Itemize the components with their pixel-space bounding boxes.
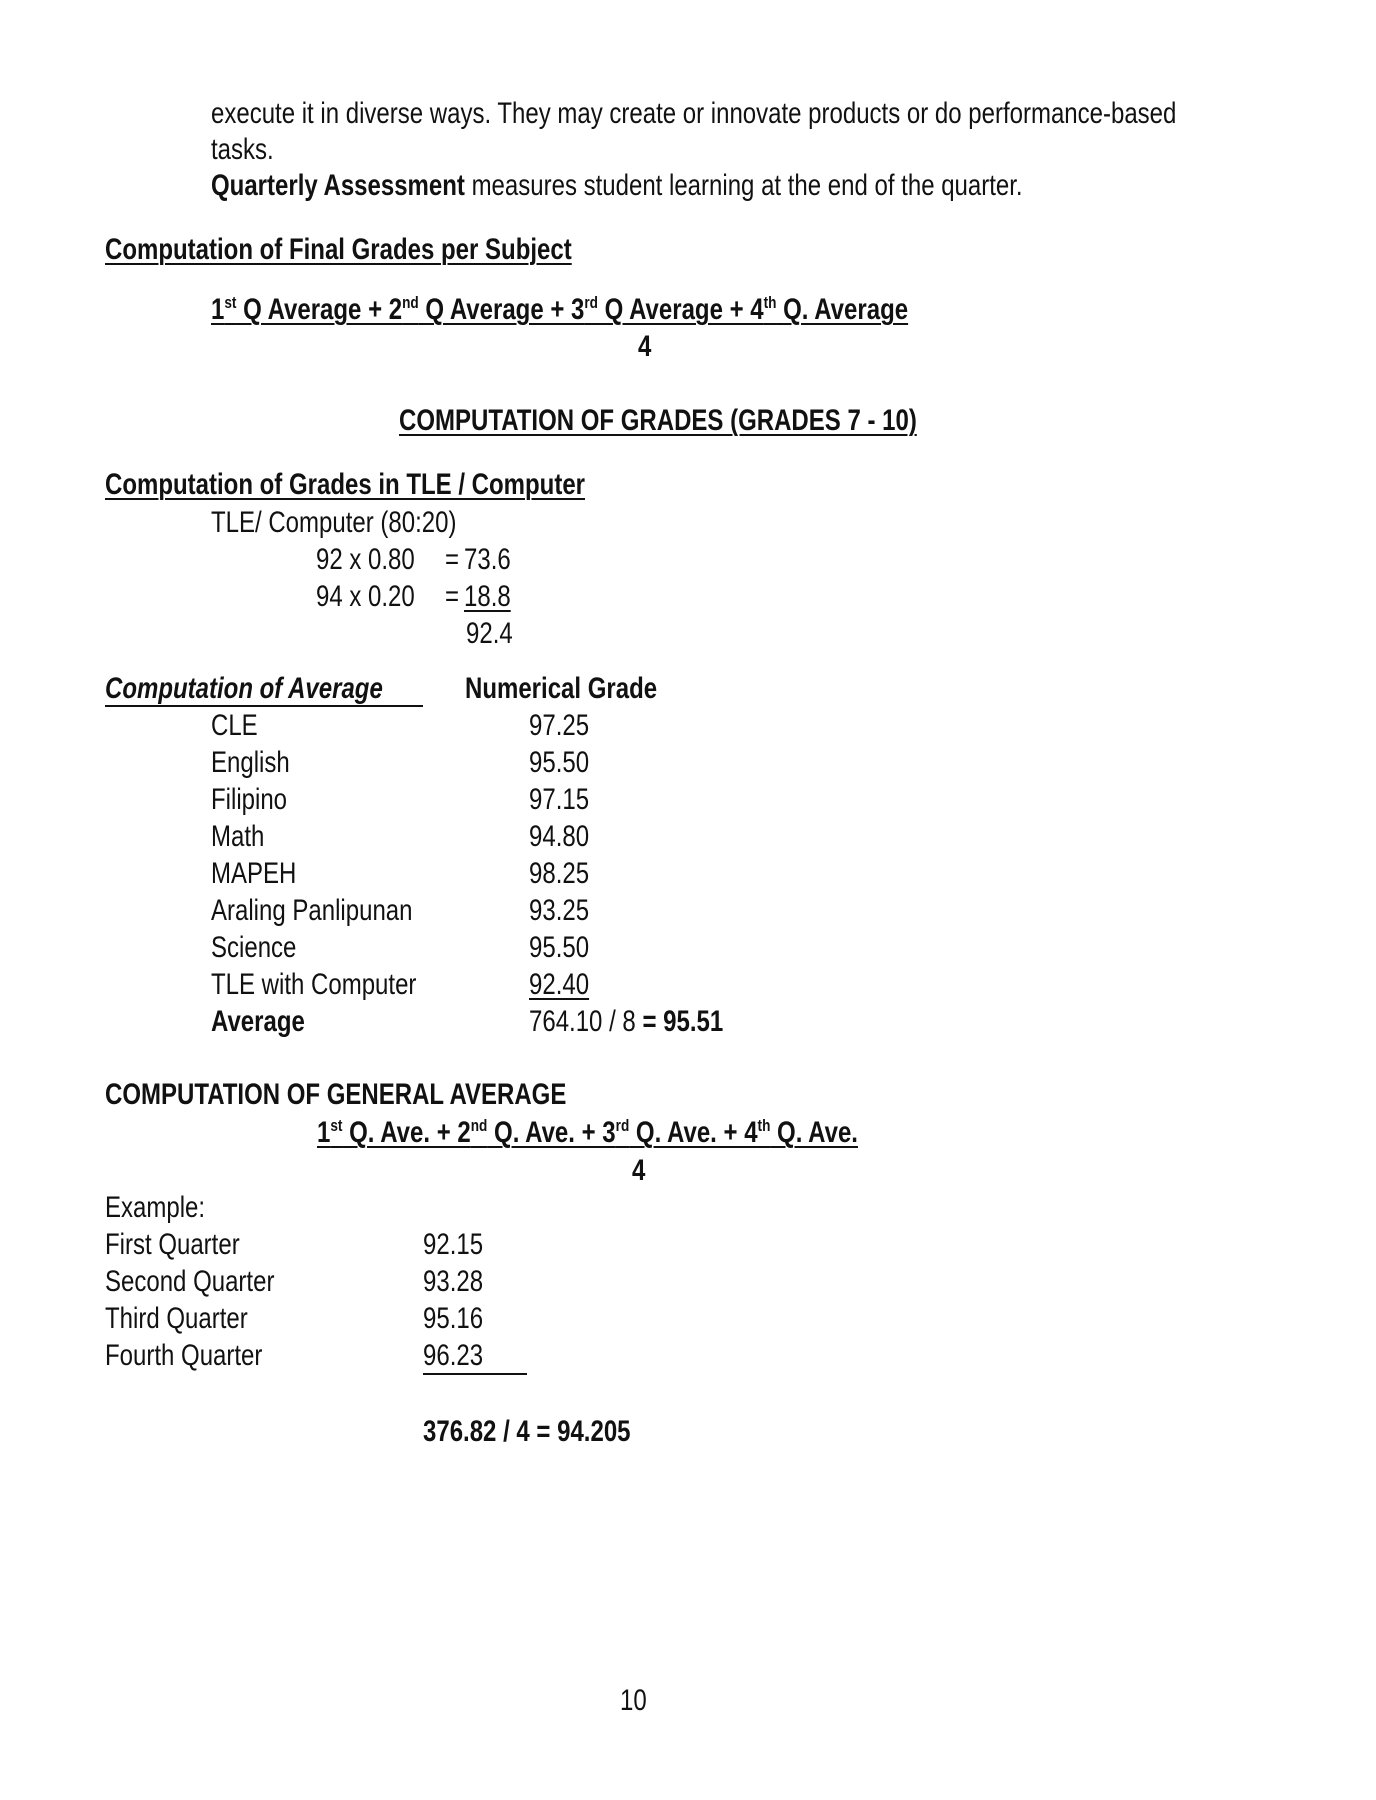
- quarter-sum-rule: [423, 1373, 527, 1375]
- general-average-heading: COMPUTATION OF GENERAL AVERAGE: [105, 1078, 567, 1111]
- example-label: Example:: [105, 1191, 206, 1224]
- average-total-result: = 95.51: [642, 1005, 724, 1038]
- tle-row-result: 73.6: [464, 543, 511, 576]
- quarter-value: 96.23: [423, 1339, 484, 1372]
- tle-row-eq: =: [445, 543, 460, 576]
- final-grades-formula-denominator: 4: [638, 330, 652, 363]
- quarter-value: 92.15: [423, 1228, 484, 1261]
- final-grades-heading: Computation of Final Grades per Subject: [105, 233, 572, 266]
- tle-total: 92.4: [466, 617, 513, 650]
- subject-grade: 97.25: [529, 709, 590, 742]
- subject-grade: 97.15: [529, 783, 590, 816]
- intro-line-1: execute it in diverse ways. They may create or innovate products or do performance-based: [211, 97, 1177, 130]
- subject-name: Math: [211, 820, 265, 853]
- subject-name: CLE: [211, 709, 258, 742]
- numerical-grade-header: Numerical Grade: [465, 672, 658, 705]
- general-average-result: 376.82 / 4 = 94.205: [423, 1415, 631, 1448]
- general-average-formula-numerator: 1st Q. Ave. + 2nd Q. Ave. + 3rd Q. Ave. + 4th Q. Ave.: [317, 1116, 858, 1149]
- subject-grade: 92.40: [529, 968, 590, 1001]
- subject-grade: 98.25: [529, 857, 590, 890]
- quarter-name: Third Quarter: [105, 1302, 248, 1335]
- average-heading: Computation of Average: [105, 672, 383, 705]
- subject-grade: 93.25: [529, 894, 590, 927]
- subject-name: MAPEH: [211, 857, 297, 890]
- quarter-value: 95.16: [423, 1302, 484, 1335]
- average-total-expr: 764.10 / 8: [529, 1005, 643, 1038]
- average-total: [529, 1005, 723, 1039]
- subject-grade: 95.50: [529, 746, 590, 779]
- tle-row-expr: 92 x 0.80: [316, 543, 415, 576]
- intro-line-2: tasks.: [211, 133, 274, 166]
- tle-row-result: 18.8: [464, 580, 511, 613]
- average-total-label: Average: [211, 1005, 305, 1038]
- tle-subtitle: TLE/ Computer (80:20): [211, 506, 457, 539]
- subject-grade: 94.80: [529, 820, 590, 853]
- quarterly-assessment-term: Quarterly Assessment: [211, 169, 465, 202]
- quarter-name: Second Quarter: [105, 1265, 275, 1298]
- quarter-name: Fourth Quarter: [105, 1339, 263, 1372]
- subject-name: Araling Panlipunan: [211, 894, 413, 927]
- general-average-formula-denominator: 4: [632, 1154, 646, 1187]
- tle-row-expr: 94 x 0.20: [316, 580, 415, 613]
- grades-section-title: COMPUTATION OF GRADES (GRADES 7 - 10): [399, 404, 917, 437]
- final-grades-formula-numerator: 1st Q Average + 2nd Q Average + 3rd Q Average + 4th Q. Average: [211, 293, 909, 326]
- tle-heading: Computation of Grades in TLE / Computer: [105, 468, 585, 501]
- average-heading-underline: [105, 705, 423, 707]
- quarter-value: 93.28: [423, 1265, 484, 1298]
- subject-name: Science: [211, 931, 297, 964]
- subject-name: TLE with Computer: [211, 968, 417, 1001]
- subject-grade: 95.50: [529, 931, 590, 964]
- quarter-name: First Quarter: [105, 1228, 240, 1261]
- subject-name: English: [211, 746, 290, 779]
- quarterly-assessment-definition: [211, 169, 1023, 203]
- quarterly-assessment-text: measures student learning at the end of the quarter.: [464, 169, 1023, 202]
- page-number: 10: [620, 1684, 647, 1717]
- tle-row-eq: =: [445, 580, 460, 613]
- subject-name: Filipino: [211, 783, 288, 816]
